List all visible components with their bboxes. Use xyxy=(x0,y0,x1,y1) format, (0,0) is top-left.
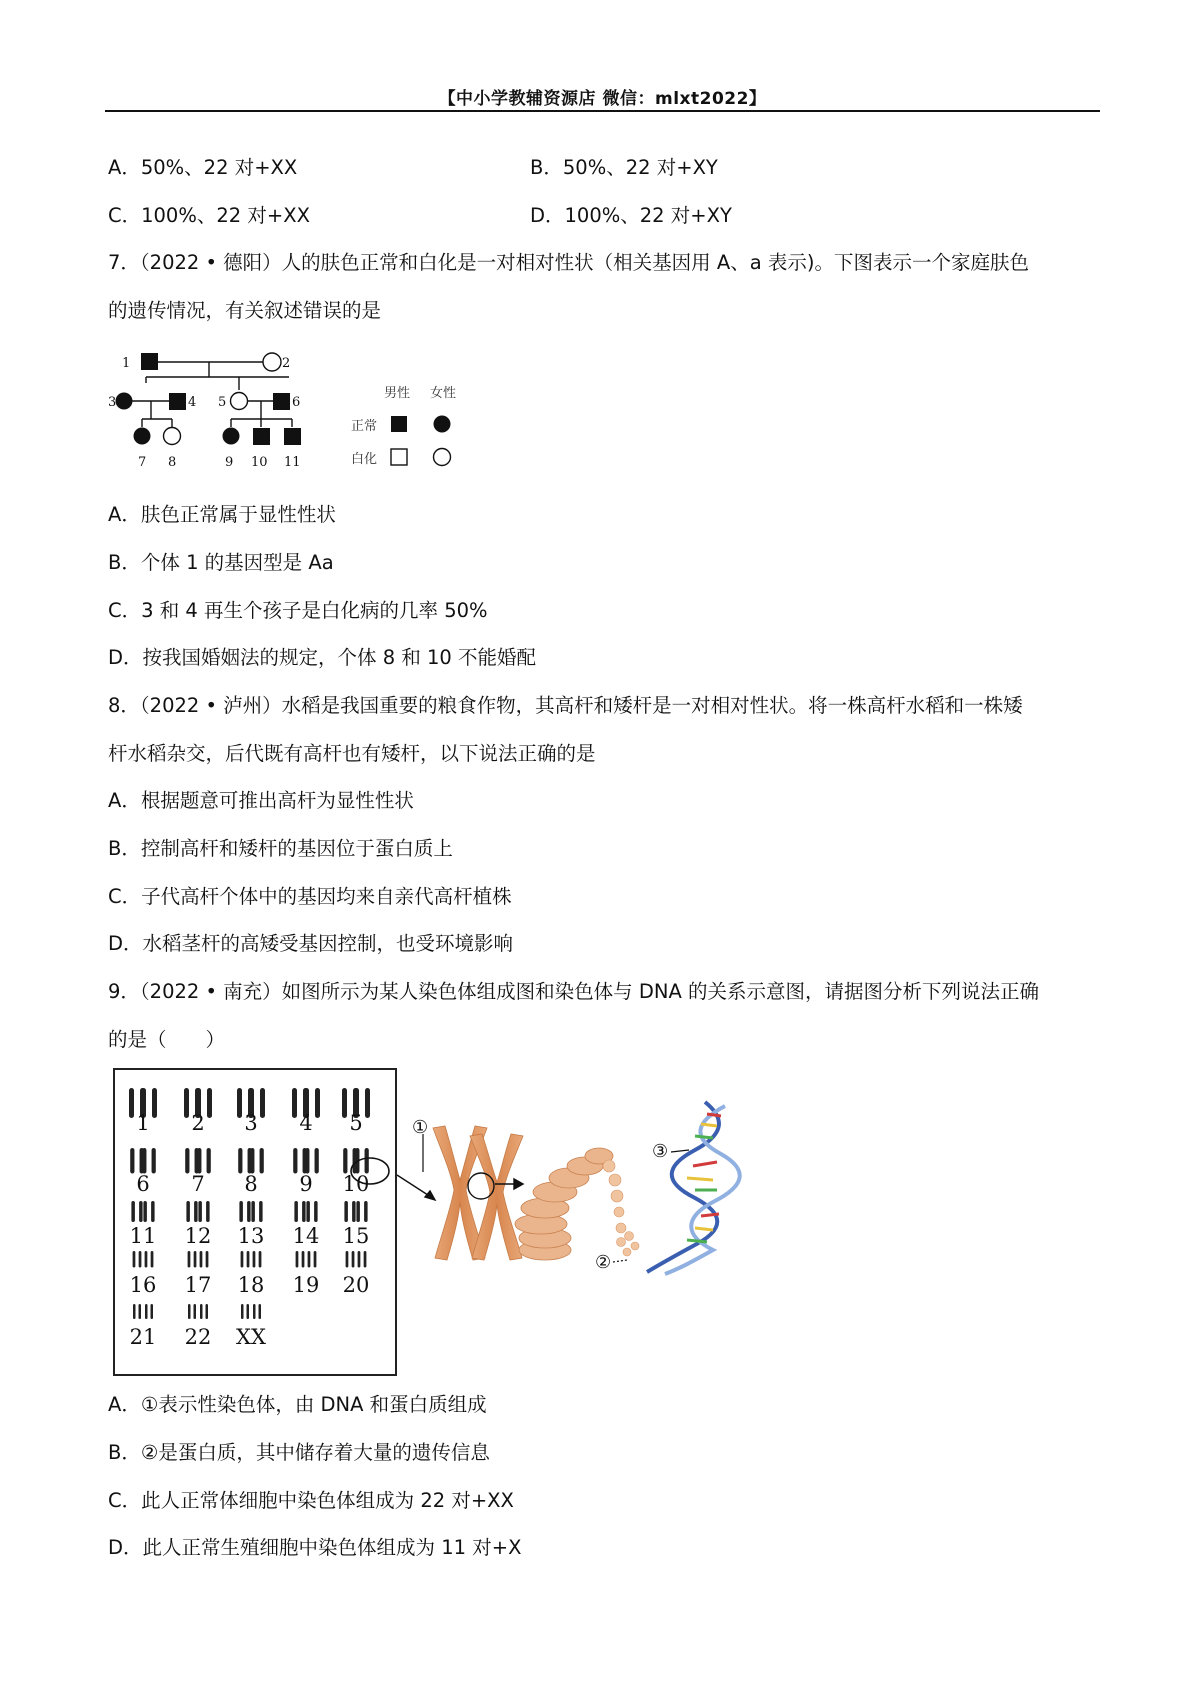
chromatid-glyph xyxy=(194,1251,197,1268)
legend-normal-male-square xyxy=(391,416,407,432)
chromatid-glyph xyxy=(364,1201,368,1222)
chromatid-glyph xyxy=(194,1201,198,1222)
karyotype-label-19: 19 xyxy=(292,1273,320,1297)
individual-11-normal-male xyxy=(284,428,301,445)
karyotype-figure xyxy=(113,1068,397,1376)
chromatid-glyph xyxy=(365,1148,369,1174)
legend-normal-label: 正常 xyxy=(351,419,378,434)
chromatid-glyph xyxy=(239,1201,243,1222)
chromatid-glyph xyxy=(302,1201,306,1222)
chromatid-glyph xyxy=(151,1304,154,1319)
chromatid-glyph xyxy=(152,1088,157,1118)
chromatid-glyph xyxy=(305,1148,309,1174)
karyotype-label-9: 9 xyxy=(299,1172,313,1196)
karyotype-label-4: 4 xyxy=(299,1111,313,1135)
pedigree-label-6: 6 xyxy=(292,395,301,410)
q8-option-d: D．水稻茎杆的高矮受基因控制，也受环境影响 xyxy=(108,932,514,955)
chromatid-glyph xyxy=(206,1304,209,1319)
chromatid-glyph xyxy=(188,1251,191,1268)
chromatid-glyph xyxy=(130,1148,134,1174)
legend-normal-female-circle xyxy=(434,416,451,433)
chromatid-glyph xyxy=(184,1088,189,1118)
chromatid-glyph xyxy=(241,1304,244,1319)
chromatid-glyph xyxy=(250,1148,254,1174)
pedigree-label-11: 11 xyxy=(284,455,301,470)
chromatid-glyph xyxy=(259,1304,262,1319)
q6-option-d: D．100%、22 对+XY xyxy=(530,204,732,227)
q7-option-c: C．3 和 4 再生个孩子是白化病的几率 50% xyxy=(108,599,488,622)
individual-10-normal-male xyxy=(253,428,270,445)
chromatid-glyph xyxy=(308,1251,311,1268)
chromatid-glyph xyxy=(206,1201,210,1222)
chromatid-glyph xyxy=(139,1201,143,1222)
q8-option-b: B．控制高杆和矮杆的基因位于蛋白质上 xyxy=(108,837,453,860)
chromatid-glyph xyxy=(238,1148,242,1174)
individual-8-albino-female xyxy=(164,428,181,445)
q9-stem-line1: 9．（2022 • 南充）如图所示为某人染色体组成图和染色体与 DNA 的关系示意图，请据图分析下列说法正确 xyxy=(108,980,1040,1003)
chromatid-glyph xyxy=(358,1251,361,1268)
chromatid-glyph xyxy=(129,1088,134,1118)
karyotype-label-18: 18 xyxy=(237,1273,265,1297)
chromatid-glyph xyxy=(131,1201,135,1222)
chromatid-glyph xyxy=(260,1088,265,1118)
q8-option-a: A．根据题意可推出高杆为显性性状 xyxy=(108,789,414,812)
chromatid-glyph xyxy=(133,1251,136,1268)
pedigree-diagram xyxy=(108,345,468,475)
karyotype-label-15: 15 xyxy=(342,1224,370,1248)
karyotype-label-16: 16 xyxy=(129,1273,157,1297)
karyotype-label-8: 8 xyxy=(244,1172,258,1196)
q9-option-a: A．①表示性染色体，由 DNA 和蛋白质组成 xyxy=(108,1393,487,1416)
legend-albino-female-circle xyxy=(434,449,451,466)
karyotype-label-11: 11 xyxy=(129,1224,157,1248)
chromatid-glyph xyxy=(247,1304,250,1319)
coiled-chromatin-illustration xyxy=(515,1148,613,1260)
chromatid-glyph xyxy=(344,1201,348,1222)
marker-1-label: ① xyxy=(412,1117,429,1138)
pedigree-label-3: 3 xyxy=(108,395,117,410)
chromatid-glyph xyxy=(139,1251,142,1268)
karyotype-label-21: 21 xyxy=(129,1325,157,1349)
chromatid-glyph xyxy=(293,1148,297,1174)
chromatid-glyph xyxy=(185,1148,189,1174)
chromatid-glyph xyxy=(346,1251,349,1268)
individual-3-normal-female xyxy=(116,393,133,410)
pedigree-label-2: 2 xyxy=(282,356,291,371)
chromatid-glyph xyxy=(247,1201,251,1222)
karyotype-label-10: 10 xyxy=(342,1172,370,1196)
q9-option-d: D．此人正常生殖细胞中染色体组成为 11 对+X xyxy=(108,1536,522,1559)
chromatid-glyph xyxy=(253,1251,256,1268)
q6-option-a: A．50%、22 对+XX xyxy=(108,156,298,179)
chromatid-glyph xyxy=(247,1251,250,1268)
legend-albino-label: 白化 xyxy=(351,452,378,467)
karyotype-label-17: 17 xyxy=(184,1273,212,1297)
chromosome-dna-diagram xyxy=(395,1090,805,1290)
chromatid-glyph xyxy=(306,1201,310,1222)
pedigree-label-8: 8 xyxy=(168,455,177,470)
marker-2-label: ② xyxy=(595,1252,612,1273)
karyotype-label-20: 20 xyxy=(342,1273,370,1297)
chromatid-glyph xyxy=(207,1088,212,1118)
chromatid-glyph xyxy=(352,1251,355,1268)
legend-albino-male-square xyxy=(391,449,407,465)
chromatid-glyph xyxy=(294,1201,298,1222)
chromatid-glyph xyxy=(145,1251,148,1268)
chromatid-glyph xyxy=(356,1201,360,1222)
karyotype-label-6: 6 xyxy=(136,1172,150,1196)
q7-option-b: B．个体 1 的基因型是 Aa xyxy=(108,551,334,574)
individual-9-normal-female xyxy=(223,428,240,445)
q6-option-b: B．50%、22 对+XY xyxy=(530,156,718,179)
q8-stem-line1: 8．（2022 • 泸州）水稻是我国重要的粮食作物，其高杆和矮杆是一对相对性状。将一株高杆水稻和一株矮 xyxy=(108,694,1023,717)
individual-7-normal-female xyxy=(134,428,151,445)
karyotype-label-7: 7 xyxy=(191,1172,205,1196)
individual-4-normal-male xyxy=(169,393,186,410)
chromatid-glyph xyxy=(200,1251,203,1268)
header-divider xyxy=(105,110,1100,112)
q7-option-a: A．肤色正常属于显性性状 xyxy=(108,503,336,526)
chromatid-glyph xyxy=(260,1148,264,1174)
chromatid-glyph xyxy=(314,1201,318,1222)
chromatid-glyph xyxy=(342,1088,347,1118)
chromatid-glyph xyxy=(151,1201,155,1222)
q9-option-c: C．此人正常体细胞中染色体组成为 22 对+XX xyxy=(108,1489,514,1512)
individual-1-normal-male xyxy=(141,353,158,370)
chromatid-glyph xyxy=(352,1201,356,1222)
pedigree-label-9: 9 xyxy=(225,455,234,470)
chromatid-glyph xyxy=(259,1201,263,1222)
karyotype-label-14: 14 xyxy=(292,1224,320,1248)
chromatid-glyph xyxy=(142,1148,146,1174)
q6-option-c: C．100%、22 对+XX xyxy=(108,204,310,227)
individual-2-albino-female xyxy=(263,353,281,371)
pedigree-label-7: 7 xyxy=(138,455,147,470)
chromatid-glyph xyxy=(241,1251,244,1268)
chromatid-glyph xyxy=(365,1088,370,1118)
chromatid-glyph xyxy=(206,1251,209,1268)
page-header: 【中小学教辅资源店 微信：mlxt2022】 xyxy=(438,89,767,109)
karyotype-label-22: 22 xyxy=(184,1325,212,1349)
individual-6-normal-male xyxy=(273,393,290,410)
chromatid-glyph xyxy=(197,1148,201,1174)
chromosome-pair-illustration xyxy=(433,1126,523,1260)
nucleosome-beads-illustration xyxy=(603,1160,639,1256)
chromatid-glyph xyxy=(198,1201,202,1222)
karyotype-label-3: 3 xyxy=(244,1111,258,1135)
chromatid-glyph xyxy=(314,1251,317,1268)
chromatid-glyph xyxy=(207,1148,211,1174)
pedigree-label-4: 4 xyxy=(188,395,197,410)
marker-3-label: ③ xyxy=(652,1141,669,1162)
chromatid-glyph xyxy=(188,1304,191,1319)
chromatid-glyph xyxy=(302,1251,305,1268)
q9-stem-line2: 的是（ ） xyxy=(108,1028,226,1051)
chromatid-glyph xyxy=(259,1251,262,1268)
chromatid-glyph xyxy=(139,1304,142,1319)
chromatid-glyph xyxy=(194,1304,197,1319)
karyotype-label-1: 1 xyxy=(136,1111,150,1135)
chromatid-glyph xyxy=(315,1088,320,1118)
legend-female-label: 女性 xyxy=(430,386,457,401)
chromatid-glyph xyxy=(343,1148,347,1174)
chromatid-glyph xyxy=(143,1201,147,1222)
q8-stem-line2: 杆水稻杂交，后代既有高杆也有矮杆，以下说法正确的是 xyxy=(108,742,596,765)
karyotype-label-2: 2 xyxy=(191,1111,205,1135)
legend-male-label: 男性 xyxy=(384,386,411,401)
q7-option-d: D．按我国婚姻法的规定，个体 8 和 10 不能婚配 xyxy=(108,646,537,669)
q8-option-c: C．子代高杆个体中的基因均来自亲代高杆植株 xyxy=(108,885,512,908)
chromatid-glyph xyxy=(237,1088,242,1118)
chromatid-glyph xyxy=(186,1201,190,1222)
pedigree-label-5: 5 xyxy=(218,395,227,410)
karyotype-label-12: 12 xyxy=(184,1224,212,1248)
q7-stem-line2: 的遗传情况，有关叙述错误的是 xyxy=(108,299,382,322)
karyotype-label-xx: XX xyxy=(236,1325,266,1349)
individual-5-albino-female xyxy=(231,393,248,410)
chromatid-glyph xyxy=(292,1088,297,1118)
pedigree-label-1: 1 xyxy=(122,356,131,371)
chromatid-glyph xyxy=(253,1304,256,1319)
chromatid-glyph xyxy=(364,1251,367,1268)
q9-option-b: B．②是蛋白质，其中储存着大量的遗传信息 xyxy=(108,1441,490,1464)
chromatid-glyph xyxy=(251,1201,255,1222)
q7-stem-line1: 7．（2022 • 德阳）人的肤色正常和白化是一对相对性状（相关基因用 A、a 表示)。下图表示一个家庭肤色 xyxy=(108,251,1029,274)
chromatid-glyph xyxy=(133,1304,136,1319)
karyotype-label-13: 13 xyxy=(237,1224,265,1248)
chromatid-glyph xyxy=(145,1304,148,1319)
chromatid-glyph xyxy=(151,1251,154,1268)
pedigree-label-10: 10 xyxy=(251,455,268,470)
chromatid-glyph xyxy=(152,1148,156,1174)
chromatid-glyph xyxy=(200,1304,203,1319)
dna-double-helix-illustration xyxy=(647,1102,740,1274)
chromatid-glyph xyxy=(315,1148,319,1174)
chromatid-glyph xyxy=(296,1251,299,1268)
karyotype-label-5: 5 xyxy=(349,1111,363,1135)
